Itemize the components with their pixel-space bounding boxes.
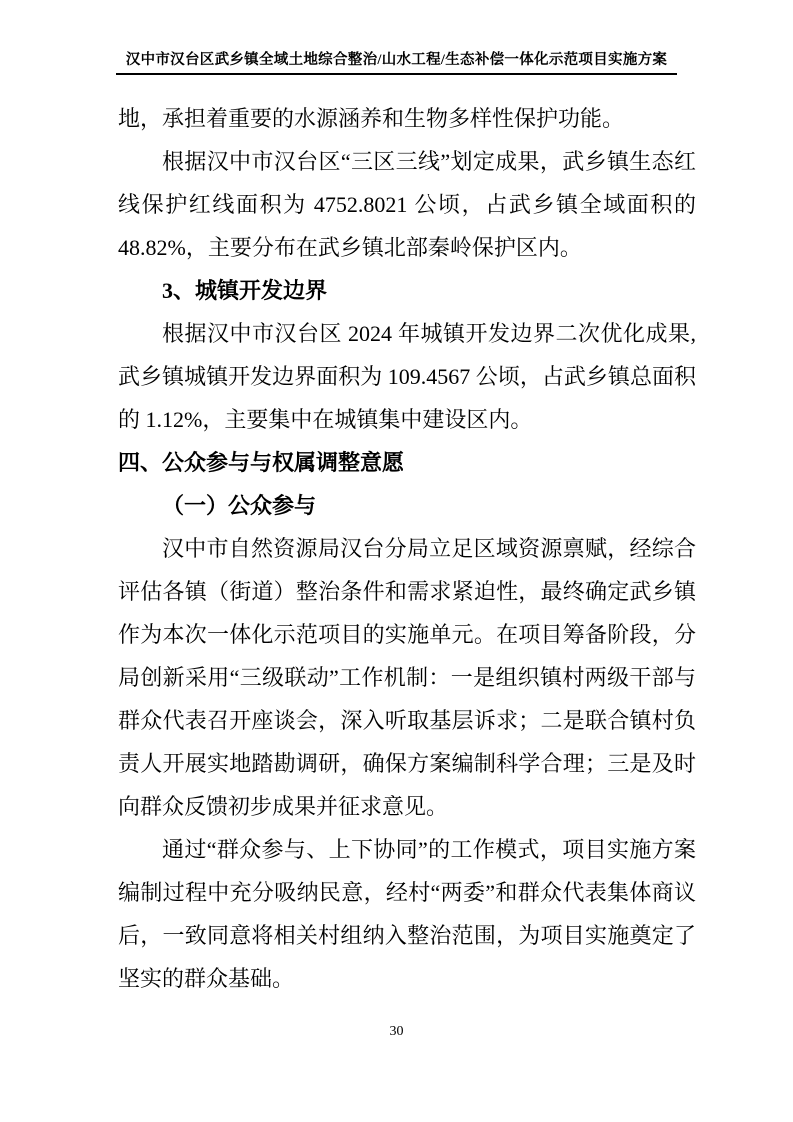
heading-public-participation-section: 四、公众参与与权属调整意愿 bbox=[118, 450, 405, 475]
header-title: 汉中市汉台区武乡镇全域土地综合整治/山水工程/生态补偿一体化示范项目实施方案 bbox=[125, 52, 668, 68]
paragraph-ecological-redline: 根据汉中市汉台区“三区三线”划定成果，武乡镇生态红线保护红线面积为 4752.8021 公顷，占武乡镇全域面积的 48.82%，主要分布在武乡镇北部秦岭保护区内。 bbox=[118, 149, 696, 260]
page-number: 30 bbox=[389, 1024, 404, 1039]
heading-urban-development-boundary: 3、城镇开发边界 bbox=[162, 278, 328, 303]
paragraph-mass-foundation: 通过“群众参与、上下协同”的工作模式，项目实施方案编制过程中充分吸纳民意，经村“两委”和群众代表集体商议后，一致同意将相关村组纳入整治范围，为项目实施奠定了坚实的群众基础。 bbox=[118, 837, 696, 991]
paragraph-urban-boundary-area: 根据汉中市汉台区 2024 年城镇开发边界二次优化成果,武乡镇城镇开发边界面积为 109.4567 公顷，占武乡镇总面积的 1.12%，主要集中在城镇集中建设区内。 bbox=[118, 321, 696, 432]
page-footer bbox=[0, 1022, 793, 1042]
paragraph-three-level-linkage: 汉中市自然资源局汉台分局立足区域资源禀赋，经综合评估各镇（街道）整治条件和需求紧迫性，最终确定武乡镇作为本次一体化示范项目的实施单元。在项目筹备阶段，分局创新采用“三级联动”工作机制：一是组织镇村两级干部与群众代表召开座谈会，深入听取基层诉求；二是联合镇村负责人开展实地踏勘调研，确保方案编制科学合理；三是及时向群众反馈初步成果并征求意见。 bbox=[118, 536, 696, 819]
page-header bbox=[116, 50, 677, 75]
paragraph-continuation: 地，承担着重要的水源涵养和生物多样性保护功能。 bbox=[118, 106, 625, 131]
heading-public-participation-sub: （一）公众参与 bbox=[162, 493, 317, 518]
document-body bbox=[118, 97, 696, 1000]
